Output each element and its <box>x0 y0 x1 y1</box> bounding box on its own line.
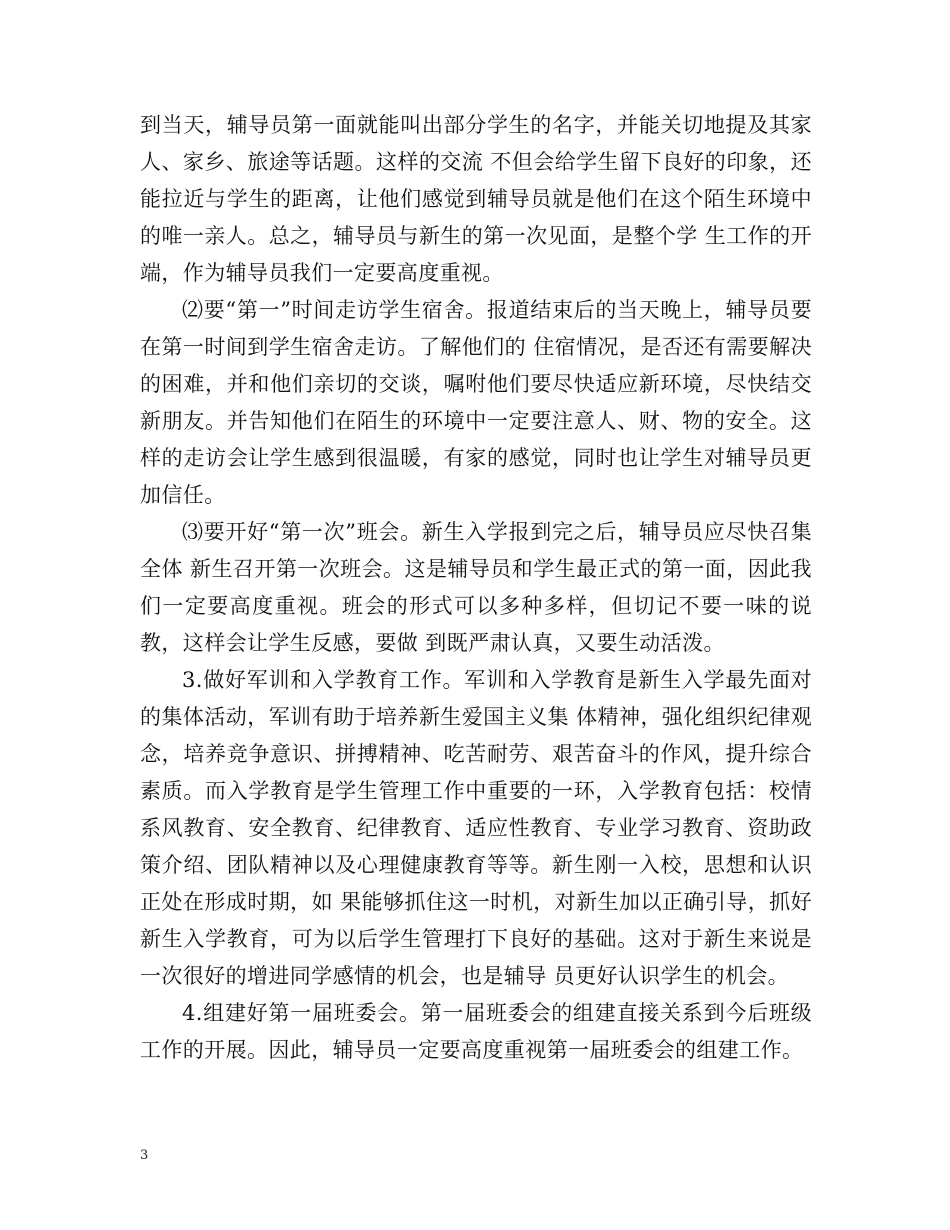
paragraph-2: ⑵要“第一”时间走访学生宿舍。报道结束后的当天晚上，辅导员要在第一时间到学生宿舍走访。了解他们的 住宿情况，是否还有需要解决的困难，并和他们亲切的交谈，嘱咐他们要尽快适应新环境，尽快结交新朋友。并告知他们在陌生的环境中一定要注意人、财、物的安全。这样的走访会让学生感到很温暖，有家的感觉，同时也让学生对辅导员更加信任。 <box>140 298 812 507</box>
page-number: 3 <box>140 1148 149 1163</box>
paragraph-1: 到当天，辅导员第一面就能叫出部分学生的名字，并能关切地提及其家人、家乡、旅途等话题。这样的交流 不但会给学生留下良好的印象，还能拉近与学生的距离，让他们感觉到辅导员就是他们在这个陌生环境中的唯一亲人。总之，辅导员与新生的第一次见面，是整个学 生工作的开端，作为辅导员我们一定要高度重视。 <box>140 113 812 285</box>
document-body <box>140 107 812 1069</box>
paragraph-5: 4.组建好第一届班委会。第一届班委会的组建直接关系到今后班级工作的开展。因此，辅导员一定要高度重视第一届班委会的组建工作。 <box>140 1001 812 1062</box>
paragraph-3: ⑶要开好“第一次”班会。新生入学报到完之后，辅导员应尽快召集全体 新生召开第一次班会。这是辅导员和学生最正式的第一面，因此我们一定要高度重视。班会的形式可以多种多样，但切记不要一味的说教，这样会让学生反感，要做 到既严肃认真，又要生动活泼。 <box>140 520 812 655</box>
paragraph-4: 3.做好军训和入学教育工作。军训和入学教育是新生入学最先面对的集体活动，军训有助于培养新生爱国主义集 体精神，强化组织纪律观念，培养竞争意识、拼搏精神、吃苦耐劳、艰苦奋斗的作风，提升综合素质。而入学教育是学生管理工作中重要的一环，入学教育包括：校情系风教育、安全教育、纪律教育、适应性教育、专业学习教育、资助政策介绍、团队精神以及心理健康教育等等。新生刚一入校，思想和认识正处在形成时期，如 果能够抓住这一时机，对新生加以正确引导，抓好新生入学教育，可为以后学生管理打下良好的基础。这对于新生来说是一次很好的增进同学感情的机会，也是辅导 员更好认识学生的机会。 <box>140 668 812 988</box>
